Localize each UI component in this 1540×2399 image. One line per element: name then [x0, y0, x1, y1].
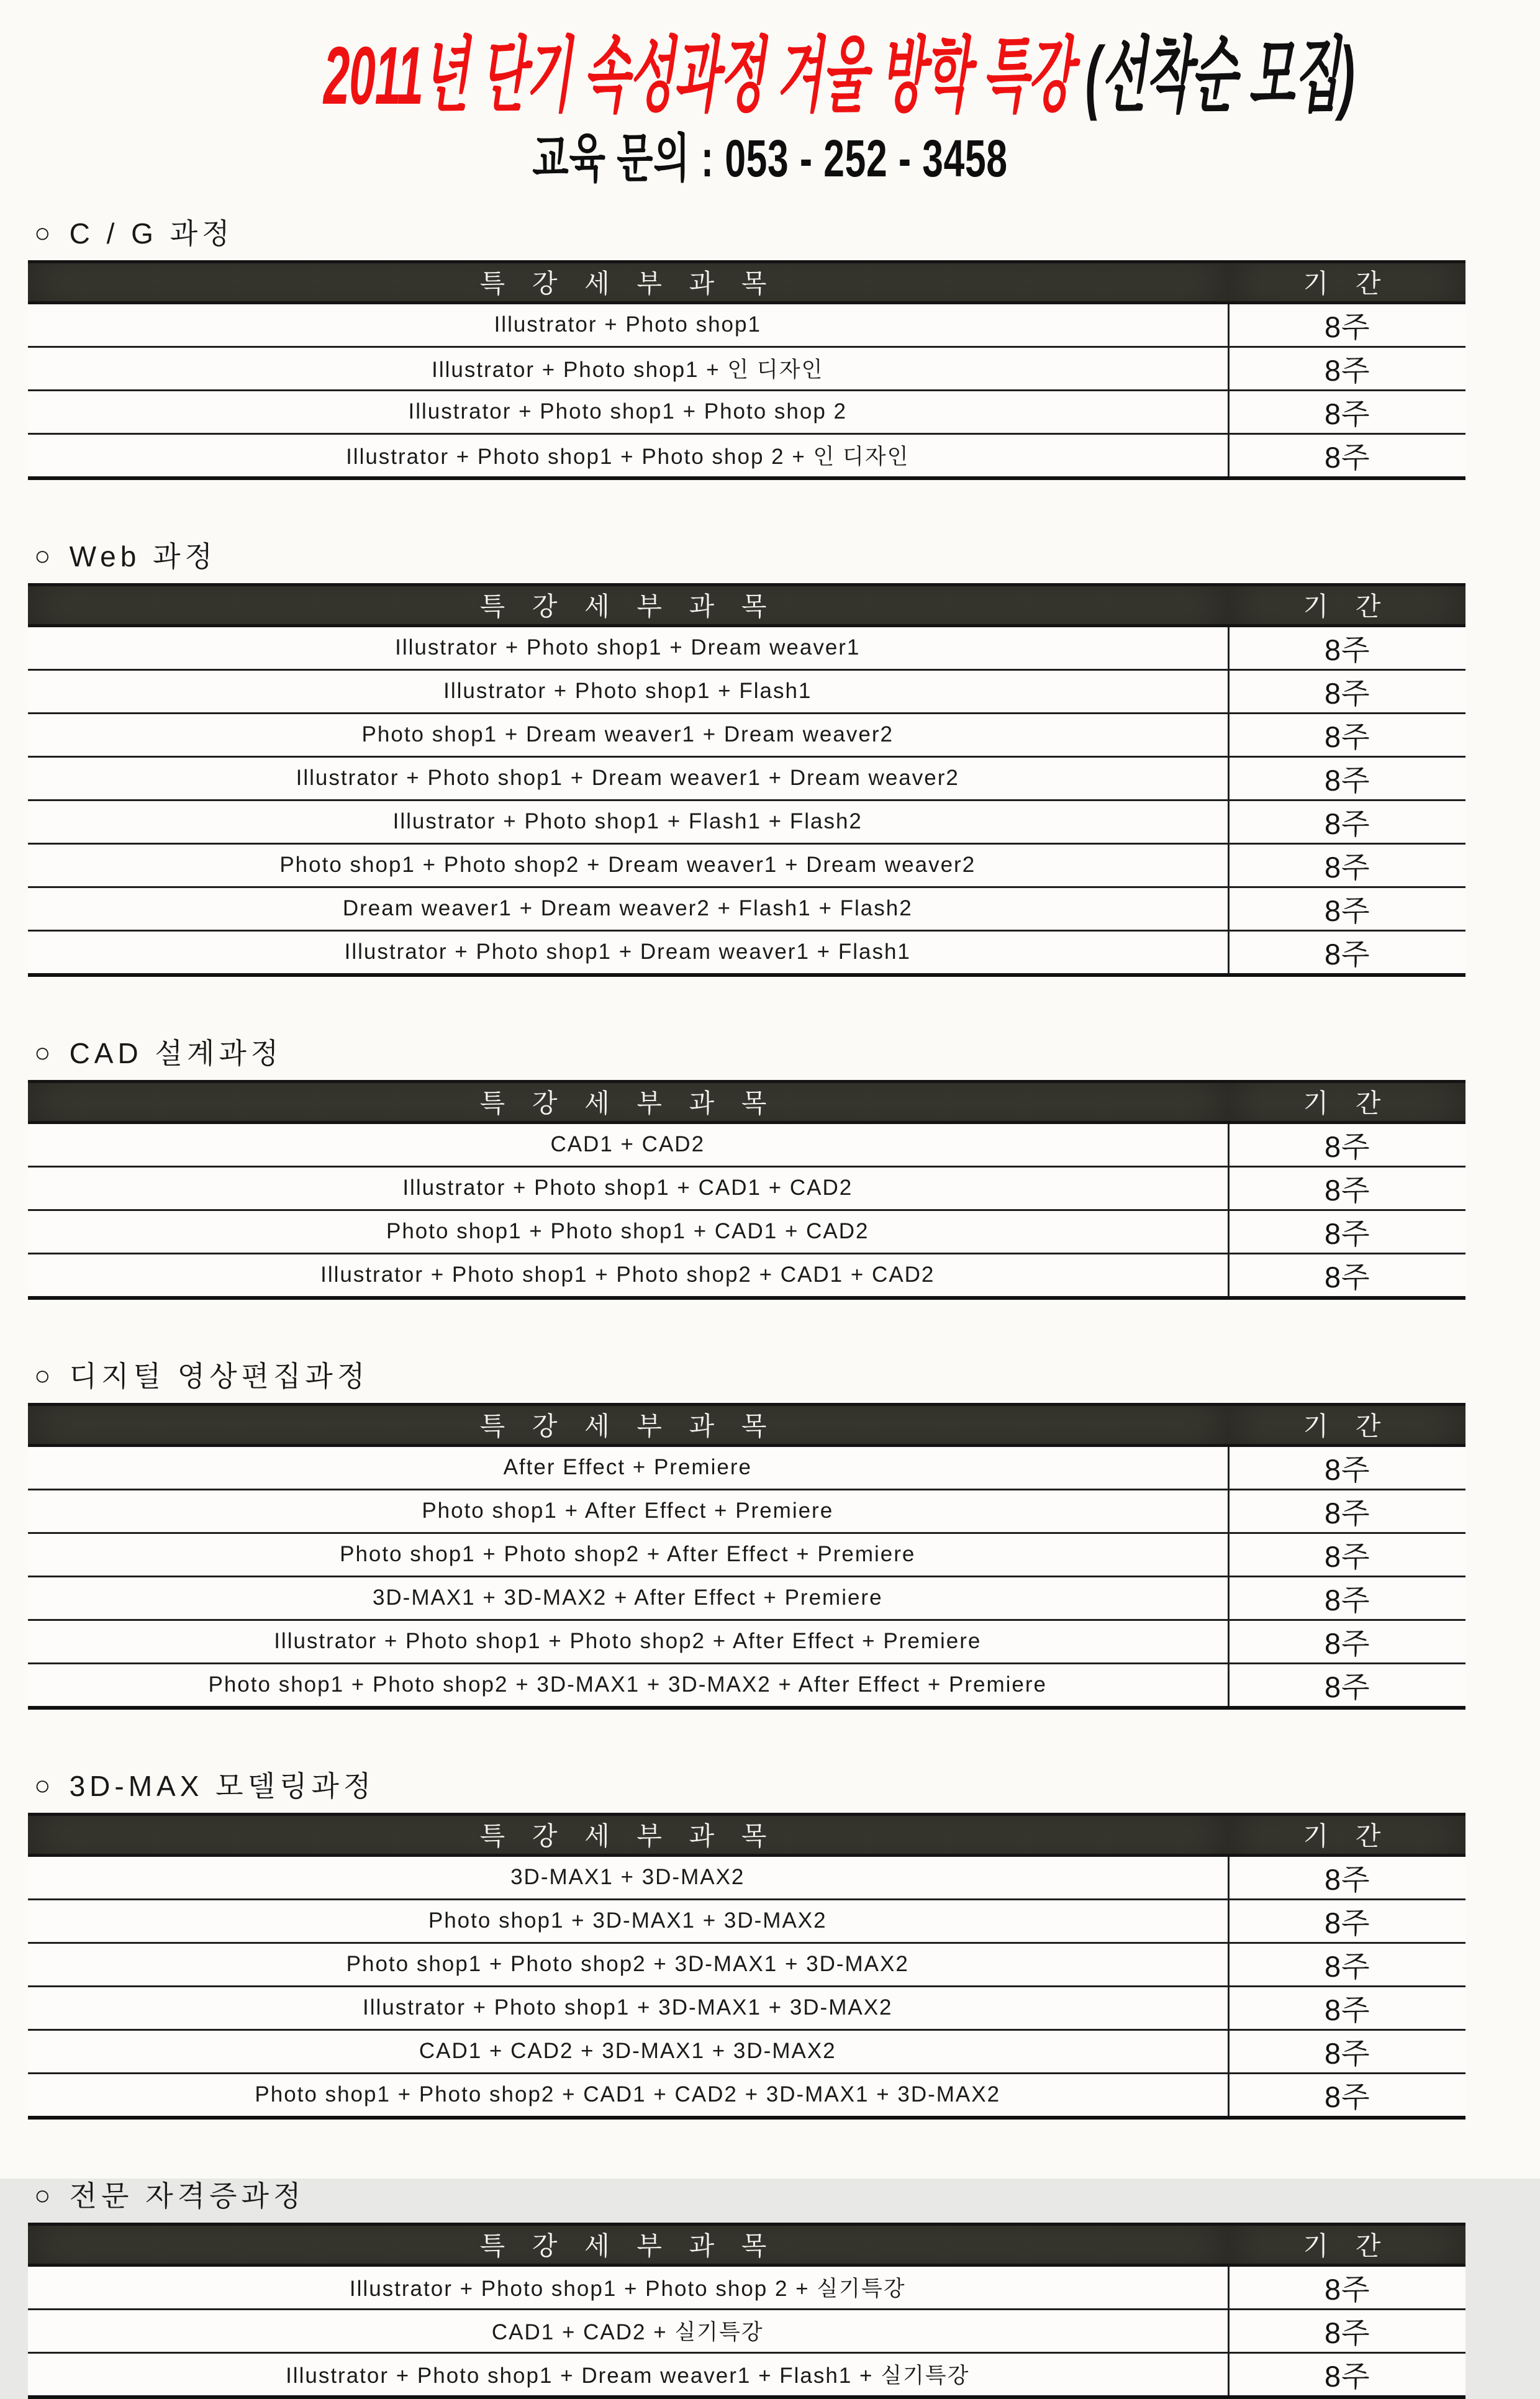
course-subject-cell: CAD1 + CAD2 + 실기특강 [28, 2309, 1228, 2352]
course-duration-cell: 8주 [1228, 1210, 1465, 1253]
table-row [28, 1210, 1465, 1253]
course-duration-cell: 8주 [1228, 930, 1465, 975]
table-row [28, 1489, 1465, 1533]
table-row [28, 1855, 1465, 1899]
course-subject-cell: CAD1 + CAD2 [28, 1122, 1228, 1166]
course-subject-cell: Illustrator + Photo shop1 + Photo shop 2 [28, 390, 1228, 433]
course-table [28, 583, 1465, 977]
course-table [28, 1403, 1465, 1710]
course-duration-cell: 8주 [1228, 390, 1465, 433]
course-subject-cell: Photo shop1 + Photo shop2 + Dream weaver1 + Dream weaver2 [28, 843, 1228, 887]
course-subject-cell: 3D-MAX1 + 3D-MAX2 + After Effect + Premiere [28, 1576, 1228, 1620]
section-bullet-icon: ○ [34, 540, 51, 571]
course-subject-cell: Illustrator + Photo shop1 + Photo shop2 + CAD1 + CAD2 [28, 1253, 1228, 1298]
course-section [28, 1036, 1465, 1300]
table-row [28, 1663, 1465, 1708]
course-subject-cell: Photo shop1 + Dream weaver1 + Dream weaver2 [28, 713, 1228, 756]
course-subject-cell: Photo shop1 + 3D-MAX1 + 3D-MAX2 [28, 1899, 1228, 1943]
course-duration-cell: 8주 [1228, 1489, 1465, 1533]
course-subject-cell: Illustrator + Photo shop1 + 인 디자인 [28, 347, 1228, 390]
table-row [28, 302, 1465, 347]
column-header-duration: 기 간 [1228, 584, 1465, 625]
course-subject-cell: CAD1 + CAD2 + 3D-MAX1 + 3D-MAX2 [28, 2029, 1228, 2073]
table-body [28, 1855, 1465, 2118]
table-header-row [28, 584, 1465, 625]
table-row [28, 669, 1465, 713]
course-sections [28, 219, 1465, 2399]
table-row [28, 625, 1465, 669]
course-duration-cell: 8주 [1228, 1620, 1465, 1663]
table-row [28, 713, 1465, 756]
course-section [28, 1359, 1465, 1710]
table-row [28, 1943, 1465, 1986]
course-subject-cell: Illustrator + Photo shop1 + Photo shop 2 + 실기특강 [28, 2265, 1228, 2309]
table-row [28, 2029, 1465, 2073]
section-title: CAD 설계과정 [69, 1036, 283, 1069]
table-body [28, 1445, 1465, 1708]
column-header-subject: 특 강 세 부 과 목 [28, 584, 1228, 625]
table-row [28, 1576, 1465, 1620]
course-duration-cell: 8주 [1228, 669, 1465, 713]
course-duration-cell: 8주 [1228, 1576, 1465, 1620]
course-duration-cell: 8주 [1228, 347, 1465, 390]
page-title [323, 30, 1354, 122]
table-header-row [28, 1404, 1465, 1445]
column-header-subject: 특 강 세 부 과 목 [28, 261, 1228, 302]
course-duration-cell: 8주 [1228, 1253, 1465, 1298]
course-subject-cell: Illustrator + Photo shop1 [28, 302, 1228, 347]
page-title-parenthetical: (선착순 모집) [1085, 30, 1354, 121]
course-subject-cell: Photo shop1 + Photo shop1 + CAD1 + CAD2 [28, 1210, 1228, 1253]
table-row [28, 1445, 1465, 1489]
course-subject-cell: Illustrator + Photo shop1 + Dream weaver1 + Flash1 [28, 930, 1228, 975]
table-row [28, 2309, 1465, 2352]
course-duration-cell: 8주 [1228, 1166, 1465, 1210]
course-section [28, 1769, 1465, 2120]
page-title-note [1073, 30, 1085, 121]
course-duration-cell: 8주 [1228, 843, 1465, 887]
course-duration-cell: 8주 [1228, 1663, 1465, 1708]
course-subject-cell: Photo shop1 + Photo shop2 + CAD1 + CAD2 + 3D-MAX1 + 3D-MAX2 [28, 2073, 1228, 2118]
course-subject-cell: Photo shop1 + Photo shop2 + After Effect + Premiere [28, 1533, 1228, 1576]
course-subject-cell: Illustrator + Photo shop1 + Flash1 + Flash2 [28, 800, 1228, 843]
table-body [28, 302, 1465, 478]
course-duration-cell: 8주 [1228, 1122, 1465, 1166]
course-duration-cell: 8주 [1228, 433, 1465, 478]
flyer-header [0, 0, 1540, 187]
table-body [28, 1122, 1465, 1298]
course-duration-cell: 8주 [1228, 1855, 1465, 1899]
course-subject-cell: Photo shop1 + Photo shop2 + 3D-MAX1 + 3D-MAX2 + After Effect + Premiere [28, 1663, 1228, 1708]
course-section [28, 542, 1465, 977]
section-title: 디지털 영상편집과정 [69, 1359, 369, 1392]
course-table [28, 1813, 1465, 2120]
section-title: Web 과정 [69, 540, 217, 573]
course-subject-cell: Illustrator + Photo shop1 + Dream weaver1 + Dream weaver2 [28, 756, 1228, 800]
course-duration-cell: 8주 [1228, 302, 1465, 347]
table-body [28, 625, 1465, 975]
course-section [28, 219, 1465, 480]
course-subject-cell: Illustrator + Photo shop1 + CAD1 + CAD2 [28, 1166, 1228, 1210]
table-row [28, 390, 1465, 433]
table-row [28, 1533, 1465, 1576]
table-header-row [28, 2224, 1465, 2265]
table-row [28, 1620, 1465, 1663]
page-title-main: 2011년 단기 속성과정 겨울 방학 특강 [323, 30, 1073, 121]
course-subject-cell: Illustrator + Photo shop1 + Flash1 [28, 669, 1228, 713]
column-header-duration: 기 간 [1228, 2224, 1465, 2265]
table-row [28, 930, 1465, 975]
table-row [28, 347, 1465, 390]
table-row [28, 843, 1465, 887]
table-row [28, 800, 1465, 843]
course-duration-cell: 8주 [1228, 2265, 1465, 2309]
table-row [28, 1253, 1465, 1298]
course-duration-cell: 8주 [1228, 1445, 1465, 1489]
table-row [28, 2265, 1465, 2309]
course-duration-cell: 8주 [1228, 2309, 1465, 2352]
section-bullet-icon: ○ [34, 2180, 51, 2211]
course-duration-cell: 8주 [1228, 1533, 1465, 1576]
table-header-row [28, 1814, 1465, 1855]
course-subject-cell: Illustrator + Photo shop1 + Dream weaver1 + Flash1 + 실기특강 [28, 2352, 1228, 2397]
section-bullet-icon: ○ [34, 1360, 51, 1391]
section-title: 3D-MAX 모델링과정 [69, 1769, 376, 1802]
column-header-subject: 특 강 세 부 과 목 [28, 1081, 1228, 1122]
table-header-row [28, 261, 1465, 302]
section-bullet-icon: ○ [34, 1037, 51, 1068]
course-duration-cell: 8주 [1228, 756, 1465, 800]
course-duration-cell: 8주 [1228, 1986, 1465, 2029]
course-duration-cell: 8주 [1228, 2029, 1465, 2073]
column-header-subject: 특 강 세 부 과 목 [28, 1814, 1228, 1855]
course-table [28, 260, 1465, 480]
table-row [28, 1122, 1465, 1166]
table-row [28, 2073, 1465, 2118]
course-subject-cell: Photo shop1 + After Effect + Premiere [28, 1489, 1228, 1533]
course-duration-cell: 8주 [1228, 800, 1465, 843]
table-row [28, 756, 1465, 800]
course-duration-cell: 8주 [1228, 625, 1465, 669]
course-subject-cell: After Effect + Premiere [28, 1445, 1228, 1489]
course-duration-cell: 8주 [1228, 713, 1465, 756]
section-bullet-icon: ○ [34, 217, 51, 248]
table-header-row [28, 1081, 1465, 1122]
column-header-duration: 기 간 [1228, 1404, 1465, 1445]
course-table [28, 1080, 1465, 1300]
course-subject-cell: Photo shop1 + Photo shop2 + 3D-MAX1 + 3D-MAX2 [28, 1943, 1228, 1986]
course-subject-cell: 3D-MAX1 + 3D-MAX2 [28, 1855, 1228, 1899]
column-header-subject: 특 강 세 부 과 목 [28, 1404, 1228, 1445]
table-row [28, 1986, 1465, 2029]
table-row [28, 2352, 1465, 2397]
course-subject-cell: Illustrator + Photo shop1 + 3D-MAX1 + 3D-MAX2 [28, 1986, 1228, 2029]
table-row [28, 1166, 1465, 1210]
table-row [28, 887, 1465, 930]
column-header-subject: 특 강 세 부 과 목 [28, 2224, 1228, 2265]
table-row [28, 433, 1465, 478]
column-header-duration: 기 간 [1228, 261, 1465, 302]
course-duration-cell: 8주 [1228, 887, 1465, 930]
column-header-duration: 기 간 [1228, 1814, 1465, 1855]
course-duration-cell: 8주 [1228, 1899, 1465, 1943]
course-duration-cell: 8주 [1228, 2073, 1465, 2118]
section-bullet-icon: ○ [34, 1770, 51, 1801]
section-title: 전문 자격증과정 [69, 2179, 306, 2212]
course-duration-cell: 8주 [1228, 2352, 1465, 2397]
course-subject-cell: Dream weaver1 + Dream weaver2 + Flash1 + Flash2 [28, 887, 1228, 930]
table-row [28, 1899, 1465, 1943]
course-subject-cell: Illustrator + Photo shop1 + Photo shop 2 + 인 디자인 [28, 433, 1228, 478]
course-subject-cell: Illustrator + Photo shop1 + Photo shop2 + After Effect + Premiere [28, 1620, 1228, 1663]
table-body [28, 2265, 1465, 2397]
section-title: C / G 과정 [69, 217, 234, 250]
column-header-duration: 기 간 [1228, 1081, 1465, 1122]
course-section [28, 2179, 1465, 2399]
contact-phone-line: 교육 문의 : 053 - 252 - 3458 [532, 129, 1008, 188]
course-duration-cell: 8주 [1228, 1943, 1465, 1986]
course-table [28, 2223, 1465, 2399]
course-subject-cell: Illustrator + Photo shop1 + Dream weaver1 [28, 625, 1228, 669]
